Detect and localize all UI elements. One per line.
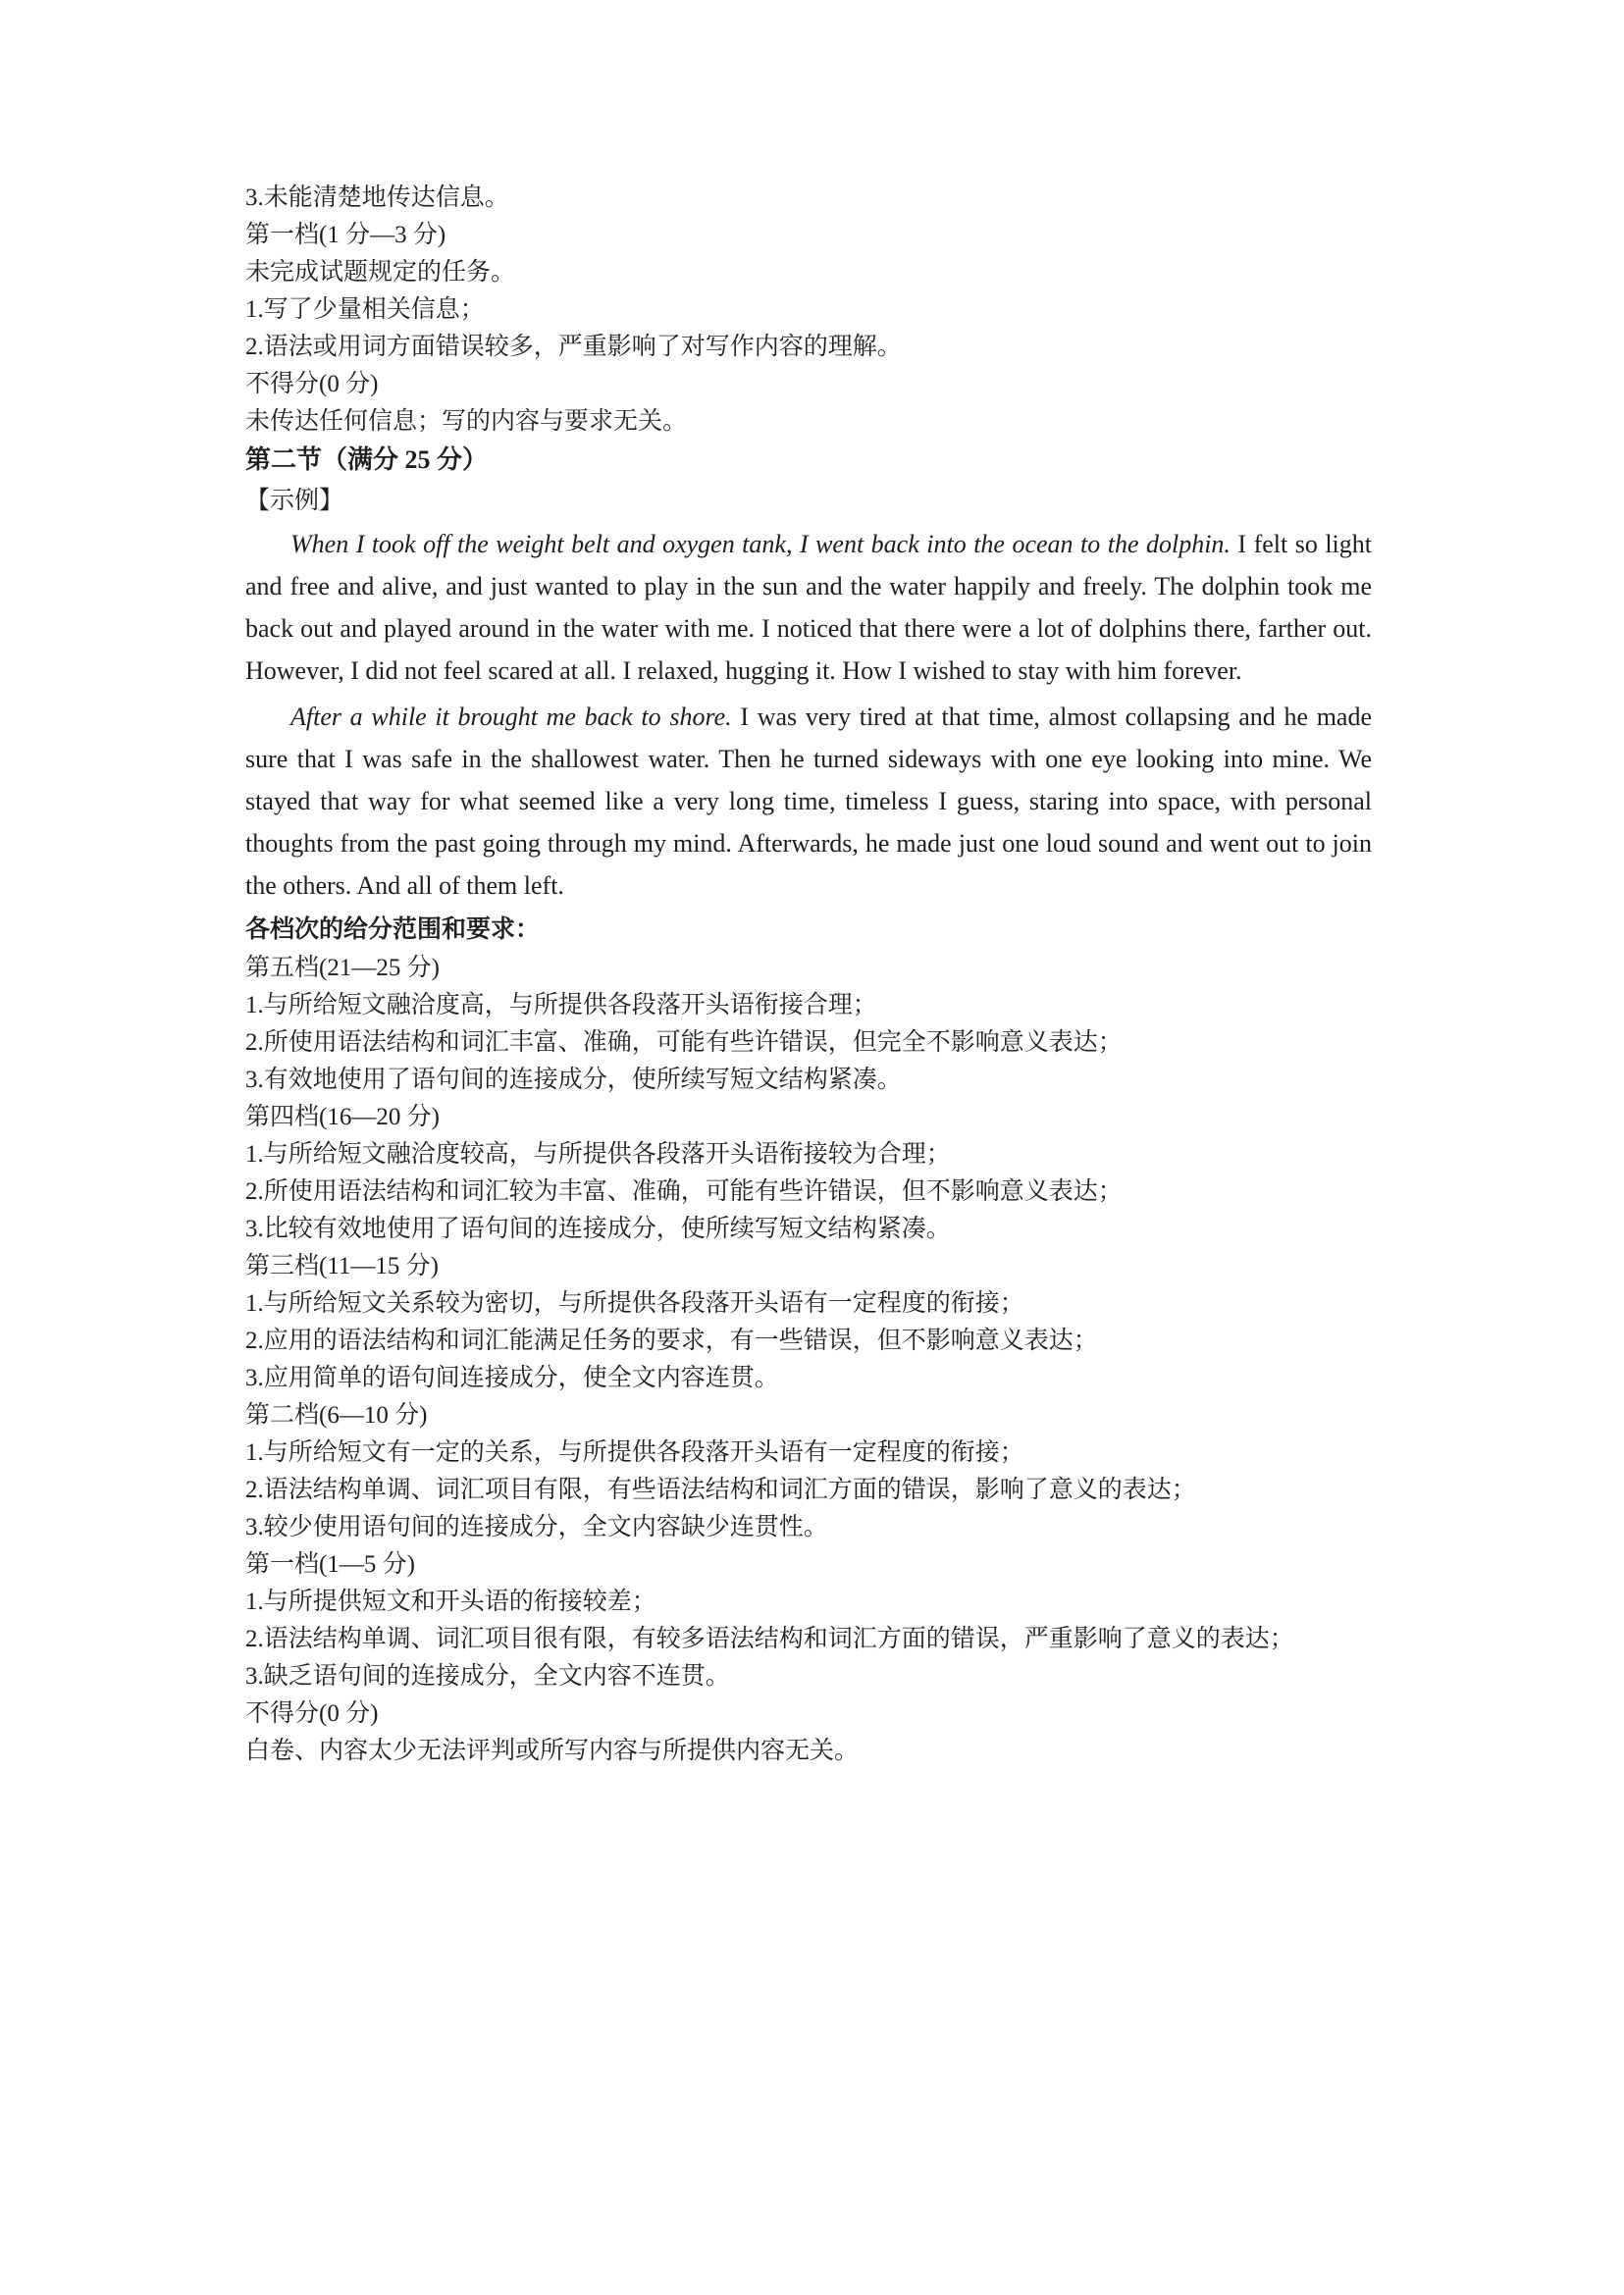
criteria-line: 第二档(6—10 分) (245, 1402, 428, 1429)
criteria-line: 2.语法结构单调、词汇项目有限，有些语法结构和词汇方面的错误，影响了意义的表达； (245, 1477, 1196, 1503)
rubric-line: 第一档(1 分—3 分) (245, 222, 446, 248)
criteria-line: 3.缺乏语句间的连接成分，全文内容不连贯。 (245, 1663, 730, 1690)
rubric-line: 未完成试题规定的任务。 (245, 259, 516, 286)
rubric-line: 2.语法或用词方面错误较多，严重影响了对写作内容的理解。 (245, 334, 902, 360)
criteria-line: 3.较少使用语句间的连接成分，全文内容缺少连贯性。 (245, 1514, 828, 1540)
criteria-line: 2.应用的语法结构和词汇能满足任务的要求，有一些错误，但不影响意义表达； (245, 1328, 1098, 1354)
criteria-line: 白卷、内容太少无法评判或所写内容与所提供内容无关。 (245, 1738, 860, 1764)
criteria-line: 第一档(1—5 分) (245, 1551, 415, 1578)
criteria-line: 1.与所给短文关系较为密切，与所提供各段落开头语有一定程度的衔接； (245, 1290, 1024, 1317)
rubric-line: 1.写了少量相关信息； (245, 296, 485, 323)
criteria-line: 不得分(0 分) (245, 1700, 379, 1727)
criteria-line: 1.与所给短文融洽度较高，与所提供各段落开头语衔接较为合理； (245, 1141, 951, 1168)
rubric-line: 3.未能清楚地传达信息。 (245, 184, 509, 211)
criteria-line: 第四档(16—20 分) (245, 1104, 440, 1130)
criteria-line: 2.所使用语法结构和词汇较为丰富、准确，可能有些许错误，但不影响意义表达； (245, 1178, 1123, 1205)
essay-lead-sentence: When I took off the weight belt and oxygen tank, I went back into the ocean to the dolphin. (290, 530, 1231, 558)
criteria-line: 3.有效地使用了语句间的连接成分，使所续写短文结构紧凑。 (245, 1067, 902, 1093)
criteria-line: 1.与所给短文融洽度高，与所提供各段落开头语衔接合理； (245, 992, 877, 1018)
rubric-line: 未传达任何信息；写的内容与要求无关。 (245, 408, 688, 435)
essay-body-text: I was very tired at that time, almost collapsing and he made sure that I was safe in the shallowest water. Then he turned sideways with one eye looking into mine. We stayed that way for what seemed like a very long time, timeless I guess, staring into space, with personal thoughts from the past going through my mind. Afterwards, he made just one loud sound and went out to join the others. And all of them left. (245, 703, 1372, 900)
section-title: 第二节（满分 25 分） (245, 445, 489, 474)
essay-paragraph (245, 696, 1372, 907)
criteria-heading: 各档次的给分范围和要求： (245, 916, 541, 943)
criteria-line: 3.比较有效地使用了语句间的连接成分，使所续写短文结构紧凑。 (245, 1216, 951, 1242)
example-label: 【示例】 (245, 488, 344, 514)
essay-body-text: I felt so light and free and alive, and just wanted to play in the sun and the water happily and freely. The dolphin took me back out and played around in the water with me. I noticed that there were a lot of dolphins there, farther out. However, I did not feel scared at all. I relaxed, hugging it. How I wished to stay with him forever. (245, 530, 1372, 685)
criteria-line: 第五档(21—25 分) (245, 955, 440, 981)
criteria-line: 1.与所提供短文和开头语的衔接较差； (245, 1589, 656, 1615)
criteria-line: 2.所使用语法结构和词汇丰富、准确，可能有些许错误，但完全不影响意义表达； (245, 1029, 1123, 1056)
essay-lead-sentence: After a while it brought me back to shore. (290, 703, 732, 731)
essay-paragraph (245, 523, 1372, 692)
rubric-line: 不得分(0 分) (245, 371, 379, 397)
document-content (245, 180, 1372, 1770)
criteria-line: 1.与所给短文有一定的关系，与所提供各段落开头语有一定程度的衔接； (245, 1439, 1024, 1466)
criteria-line: 3.应用简单的语句间连接成分，使全文内容连贯。 (245, 1365, 779, 1391)
criteria-line: 第三档(11—15 分) (245, 1253, 439, 1279)
criteria-line: 2.语法结构单调、词汇项目很有限，有较多语法结构和词汇方面的错误，严重影响了意义的表达； (245, 1626, 1294, 1652)
